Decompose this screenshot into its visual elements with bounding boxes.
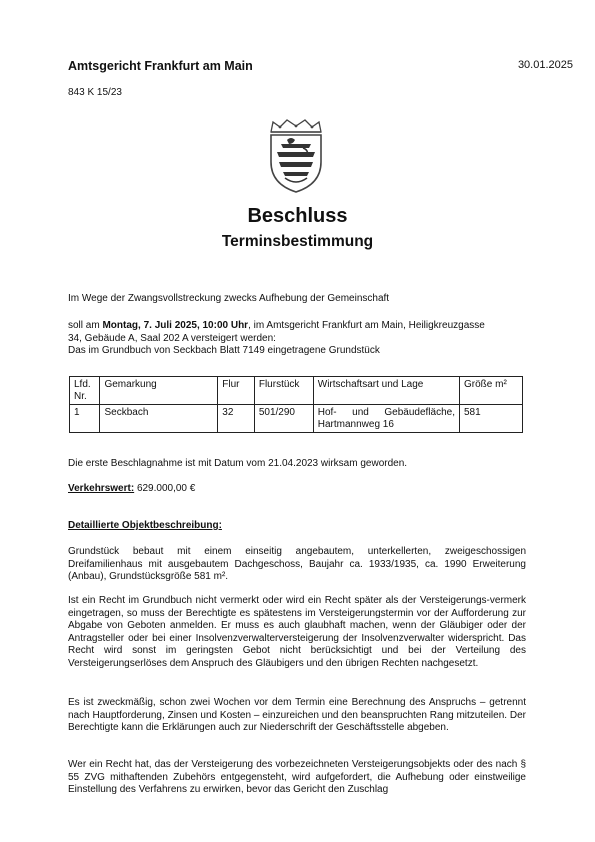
intro-text: Im Wege der Zwangsvollstreckung zwecks Aufhebung der Gemeinschaft: [68, 293, 390, 304]
document-subtitle: Terminsbestimmung: [221, 233, 374, 250]
table-header-row: [70, 377, 523, 405]
table-row: [70, 405, 523, 433]
market-value-amount: 629.000,00 €: [136, 483, 196, 494]
auction-location: , im Amtsgericht Frankfurt am Main, Heiligkreuzgasse: [248, 320, 485, 331]
col-header-groesse: Größe m²: [460, 377, 523, 405]
rights-notice-paragraph: Ist ein Recht im Grundbuch nicht vermerkt oder wird ein Recht später als der Versteigerungs-vermerk eingetragen, so muss der Berechtigte es spätestens im Versteigerungstermin vor der Aufforderung zur Abgabe von Geboten anmelden. Er muss es auch glaubhaft machen, wenn der Gläubiger oder der Antragsteller oder bei einer Insolvenzverwalterversteigerung der Insolvenzverwalter widerspricht. Das Recht wird sonst im geringsten Gebot nicht berücksichtigt und bei der Verteilung des Versteigerungserlöses dem Anspruch des Gläubigers und den übrigen Rechten nachgesetzt.: [68, 595, 526, 669]
market-value-label: Verkehrswert:: [68, 483, 135, 494]
col-header-flur: Flur: [218, 377, 255, 405]
land-register-entry: Das im Grundbuch von Seckbach Blatt 7149 eingetragene Grundstück: [68, 345, 380, 357]
claim-calculation-paragraph: Es ist zweckmäßig, schon zwei Wochen vor dem Termin eine Berechnung des Anspruchs – getrennt nach Hauptforderung, Zinsen und Kosten – einzureichen und den beanspruchten Rang mitzuteilen. Der Berechtigte kann die Erklärungen auch zur Niederschrift der Geschäftsstelle abgeben.: [68, 697, 526, 734]
object-description-paragraph: Grundstück bebaut mit einem einseitig angebautem, unterkellerten, zweigeschossigen Dreifamilienhaus mit ausgebautem Dachgeschoss, Baujahr ca. 1933/1935, ca. 1990 Erweiterung (Anbau), Grundstücksgröße 581 m².: [68, 546, 526, 583]
auction-datetime: Montag, 7. Juli 2025, 10:00 Uhr: [102, 320, 249, 331]
cell-flur: 32: [218, 405, 255, 433]
document-date: 30.01.2025: [517, 59, 573, 71]
case-number: 843 K 15/23: [68, 87, 122, 98]
col-header-lfd-nr: Lfd. Nr.: [70, 377, 100, 405]
document-title: Beschluss: [247, 205, 348, 227]
court-name: Amtsgericht Frankfurt am Main: [68, 59, 253, 73]
auction-details: [68, 320, 526, 358]
cell-groesse: 581: [460, 405, 523, 433]
col-header-wirtschaftsart: Wirtschaftsart und Lage: [313, 377, 459, 405]
property-table: [69, 376, 523, 433]
cell-wirtschaftsart: Hof- und Gebäudefläche, Hartmannweg 16: [313, 405, 459, 433]
market-value: [68, 483, 526, 496]
col-header-gemarkung: Gemarkung: [100, 377, 218, 405]
auction-location-cont: 34, Gebäude A, Saal 202 A versteigert werden:: [68, 332, 276, 344]
col-header-flurstueck: Flurstück: [254, 377, 313, 405]
object-description-heading: Detaillierte Objektbeschreibung:: [68, 520, 222, 531]
cell-lfd-nr: 1: [70, 405, 100, 433]
seizure-text: Die erste Beschlagnahme ist mit Datum vom 21.04.2023 wirksam geworden.: [68, 458, 408, 469]
cell-gemarkung: Seckbach: [100, 405, 218, 433]
objection-paragraph: Wer ein Recht hat, das der Versteigerung des vorbezeichneten Versteigerungsobjekts oder des nach § 55 ZVG mithaftenden Zubehörs entgegensteht, wird aufgefordert, die Aufhebung oder einstweilige Einstellung des Verfahrens zu erwirken, bevor das Gericht den Zuschlag: [68, 759, 526, 796]
cell-flurstueck: 501/290: [254, 405, 313, 433]
hesse-coat-of-arms-icon: [265, 118, 327, 194]
auction-prefix: soll am: [68, 320, 100, 331]
